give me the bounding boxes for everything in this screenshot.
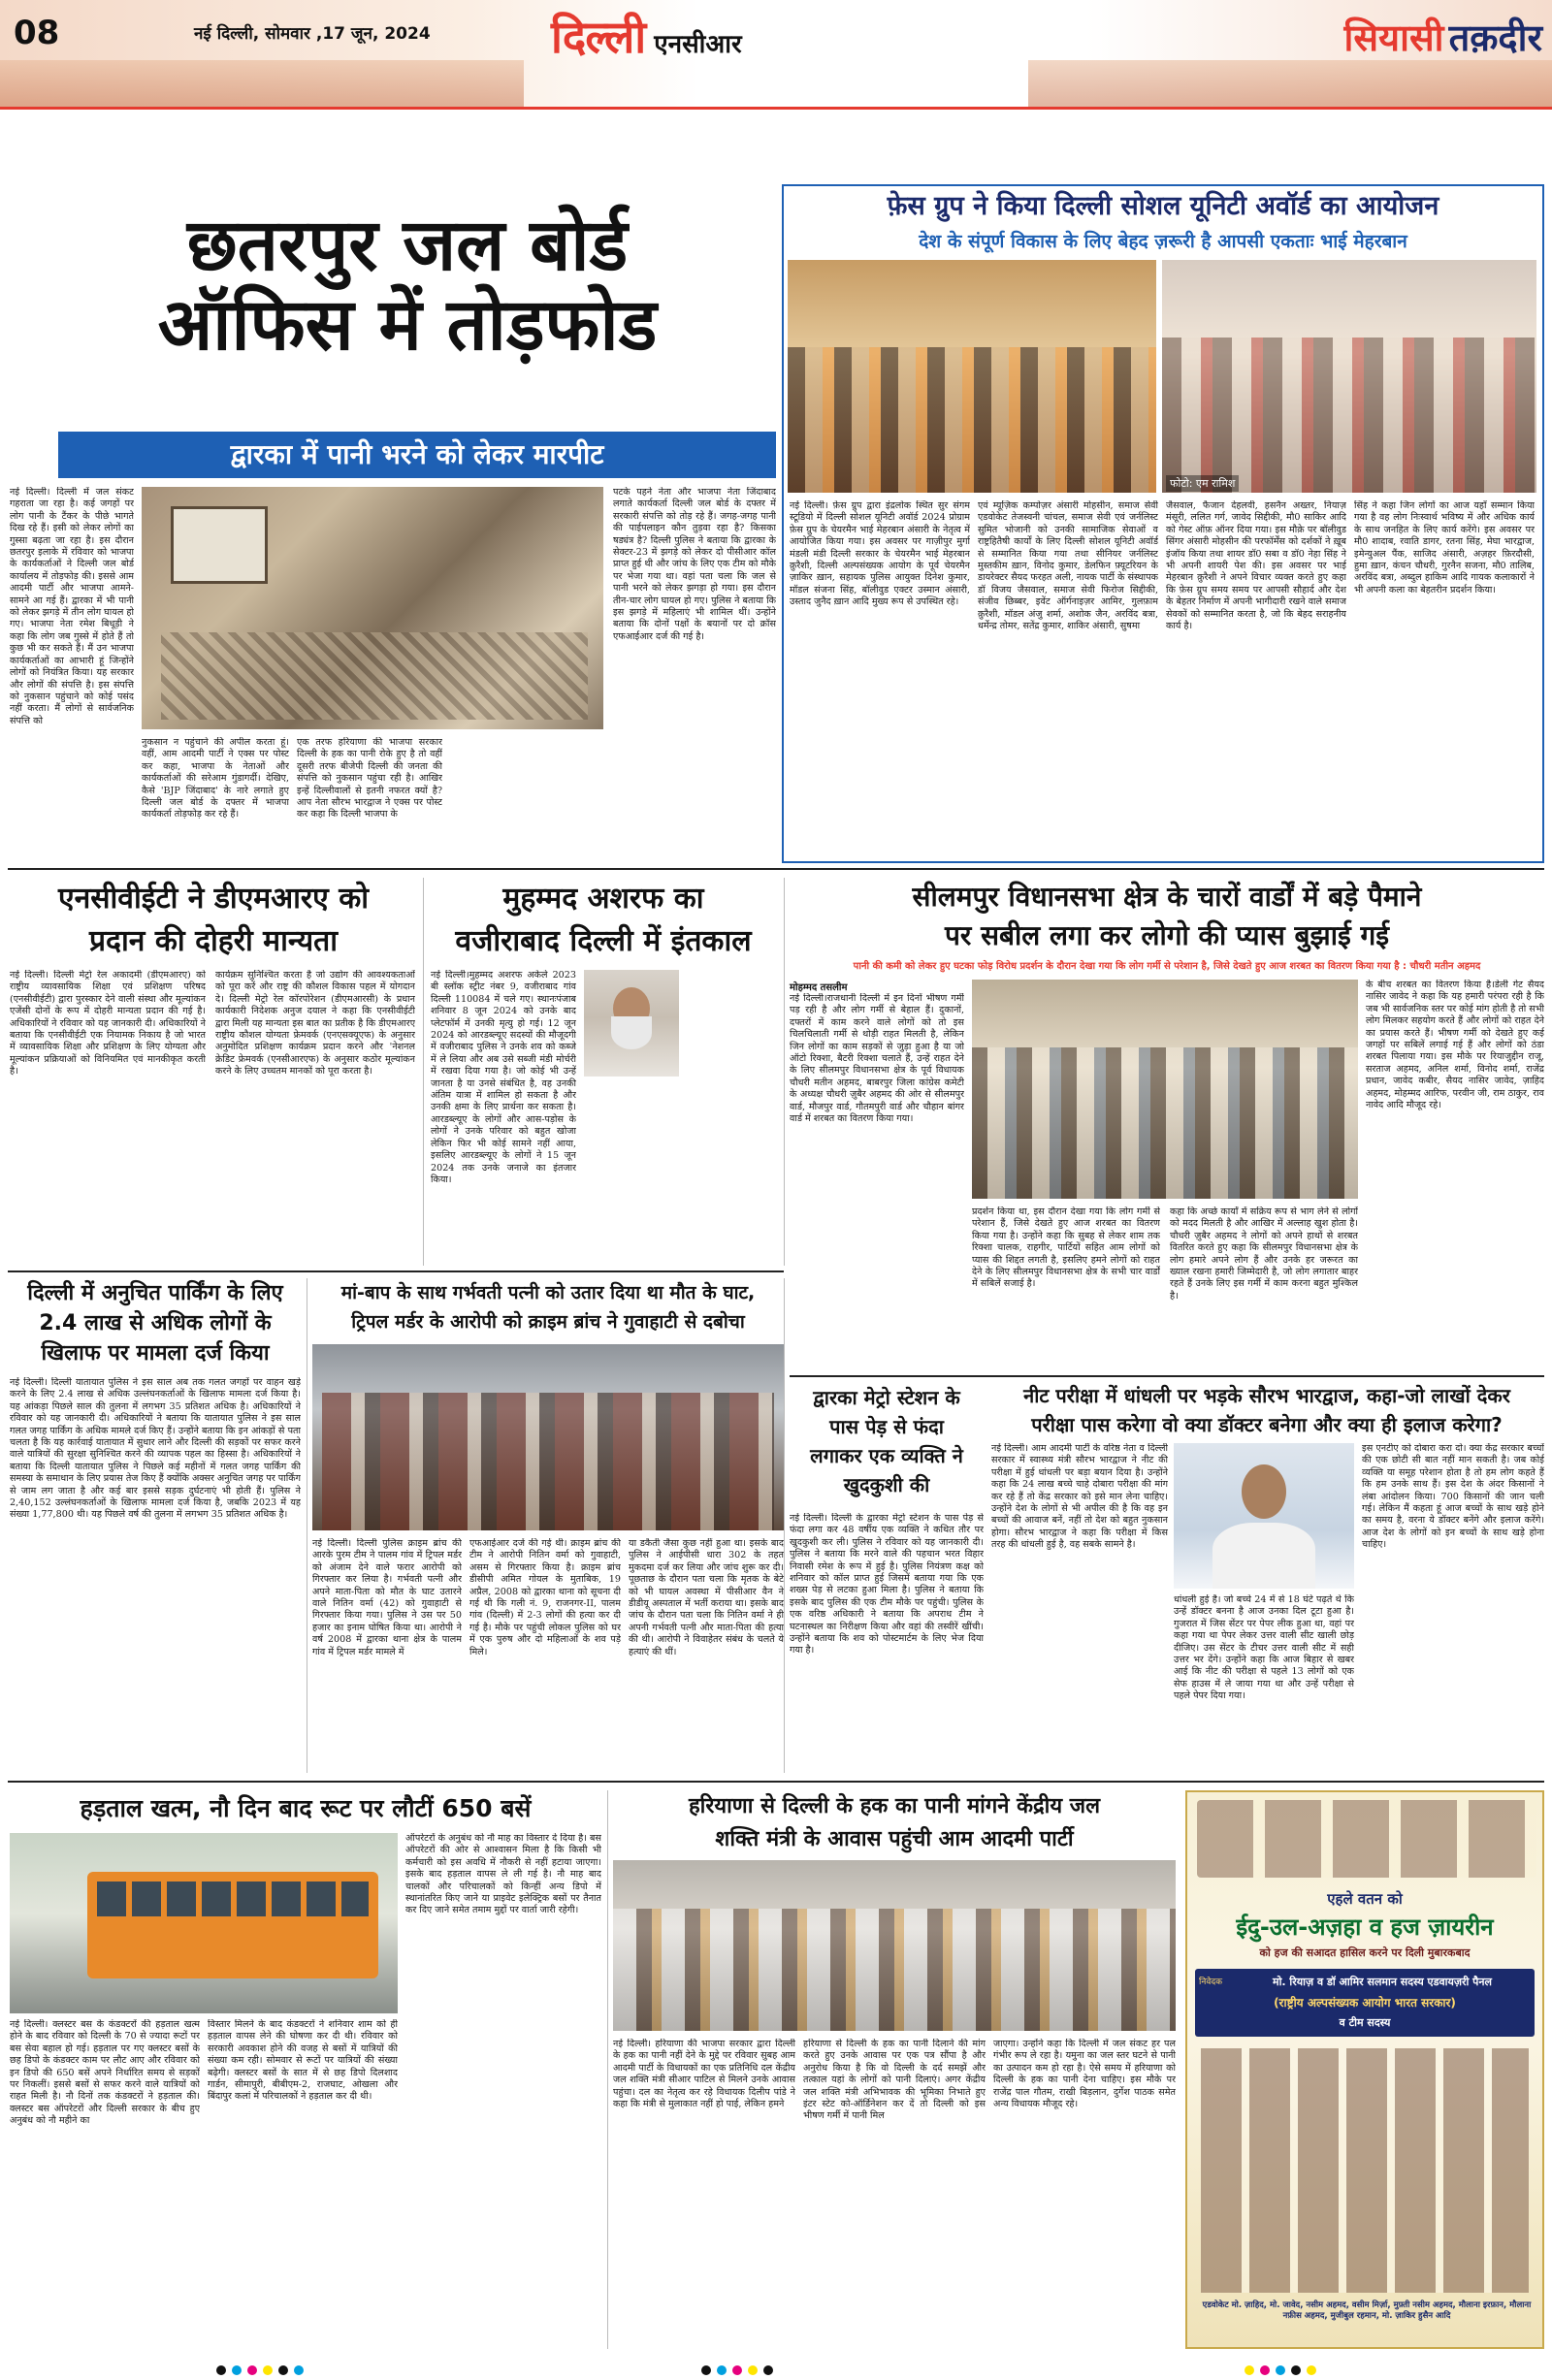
story1-headline-line1: छतरपुर जल बोर्ड (186, 204, 629, 287)
masthead-rule (0, 107, 1552, 110)
monument-strip-right (1028, 60, 1552, 107)
story4-headline (429, 878, 778, 963)
story8-headline-line4: खुदकुशी की (843, 1473, 930, 1496)
reg-center (698, 2361, 776, 2379)
eid-advertisement (1185, 1790, 1544, 2349)
ad-line2: ईदु-उल-अज़हा व हज ज़ायरीन (1236, 1914, 1494, 1941)
story1-col3: एक तरफ हरियाणा की भाजपा सरकार दिल्ली के हक का पानी रोके हुए है तो वहीं दूसरी तरफ बीजेपी दिल्ली की जनता की संपत्ति को नुकसान पहुंचा रही है। आखिर इन्हें दिल्लीवालों से इतनी नफरत क्यों है? आप नेता सौरभ भारद्वाज ने एक्स पर पोस्ट कर कहा कि दिल्ली भाजपा के (297, 737, 442, 820)
story1-strap (58, 432, 776, 478)
edition-date: नई दिल्ली, सोमवार ,17 जून, 2024 (194, 24, 431, 44)
story7-photo (312, 1344, 784, 1530)
paper-name-suffix: एनसीआर (654, 30, 742, 59)
story1-col4-lower (452, 737, 603, 859)
story8-headline (790, 1383, 984, 1499)
story1-photo (142, 487, 603, 729)
story3-col1: नई दिल्ली। दिल्ली मेट्रो रेल अकादमी (डीएमआरए) को राष्ट्रीय व्यावसायिक शिक्षा एवं प्रशिक्षण परिषद (एनसीवीईटी) द्वारा पुरस्कार देने वाली संस्था और मूल्यांकन एजेंसी दोनों के रूप में दोहरी मान्यता प्रदान की गई है। अधिकारियों ने रविवार को यह जानकारी दी। अधिकारियों ने बताया कि एनसीवीईटी एक नियामक निकाय है जो भारत में व्यावसायिक शिक्षा और प्रशिक्षण के लिए योग्यता और मूल्यांकन प्रक्रियाओं को विनियमित एवं मानकीकृत करती है। (10, 970, 206, 1077)
vrule-story7 (784, 1278, 785, 1773)
story1-headline-line2: ऑफिस में तोड़फोड (157, 283, 658, 367)
photo-people-row (788, 347, 1156, 493)
story9-headline-line2: परीक्षा पास करेगा वो क्या डॉक्टर बनेगा और क्या ही इलाज करेगा? (1031, 1413, 1503, 1436)
section-word-2: तक़दीर (1448, 16, 1542, 59)
story1-col4: पटके पहने नेता और भाजपा नेता जिंदाबाद लगाते कार्यकर्ता दिल्ली जल बोर्ड के दफ्तर में सरकारी संपत्ति को तोड़ रहे हैं। जगह-जगह पानी की पाईपलाइन कौन तुड़वा रहा है? किसका षड्यंत्र है? दिल्ली पुलिस ने बताया कि द्वारका के सेक्टर-23 में झगड़े को लेकर दो पीसीआर कॉल प्राप्त हुई थी और जांच के लिए एक टीम को मौके पर भेजा गया था। वहां पता चला कि जल से पानी भरने को लेकर झगड़ा हो गया। इस दौरान तीन-चार लोग घायल हो गए। पुलिस ने बताया कि इस झगड़े में महिलाएं भी शामिल थीं। उन्होंने बताया कि दोनों पक्षों के बयानों पर दो क्रॉस एफआईआर दर्ज की गई है। (613, 487, 776, 642)
story2-photo-credit: फोटो: एम रामिश (1166, 475, 1239, 492)
story11-col3: जाएगा। उन्होंने कहा कि दिल्ली में जल संकट हर पल गंभीर रूप ले रहा है। यमुना का जल स्तर घटने से पानी का उत्पादन कम हो रहा है। ऐसे समय में हरियाणा को दिल्ली के हक का पानी देना चाहिए। इस मौके पर राजेंद्र पाल गौतम, राखी बिड़लान, दुर्गेश पाठक समेत अन्य विधायक मौजूद रहे। (993, 2039, 1176, 2110)
story9-col1: नई दिल्ली। आम आदमी पार्टी के वरिष्ठ नेता व दिल्ली सरकार में स्वास्थ्य मंत्री सौरभ भारद्वाज ने नीट की परीक्षा में हुई धांधली पर बड़ा बयान दिया है। उन्होंने कहा कि 24 लाख बच्चे चाहे दोबारा परीक्षा की मांग कर रहे हैं तो केंद्र सरकार को इसे मान लेना चाहिए। उन्होंने देश के लोगों से भी अपील की है कि वह इन बच्चों की आवाज बनें, नहीं तो देश को बहुत नुकसान होगा। सौरभ भारद्वाज ने कहा कि परीक्षा में किस तरह की धांधली हुई है, वह सबके सामने है। (991, 1443, 1168, 1551)
story4-headline-line1: मुहम्मद अशरफ का (502, 882, 704, 916)
portrait-head (1242, 1464, 1286, 1519)
vrule-story4 (784, 878, 785, 1266)
story11-headline (613, 1790, 1176, 1856)
story8-headline-line3: लगाकर एक व्यक्ति ने (810, 1444, 963, 1467)
photo-window (171, 506, 268, 584)
story5-strap-text: पानी की कमी को लेकर हुए घटका फोड़ विरोध प्रदर्शन के दौरान देखा गया कि लोग गर्मी से परेशान है, जिसे देखते हुए आज शरबत का वितरण किया गया है : चौधरी मतीन अहमद (853, 961, 1481, 972)
story2-photo-right (1162, 260, 1536, 493)
story10-col2: विस्तार मिलने के बाद कंडक्टरों ने शनिवार शाम को ही हड़ताल वापस लेने की घोषणा कर दी थी। रविवार को सरकारी अवकाश होने की वजह से बसों में यात्रियों की संख्या कम रही। सोमवार से रूटों पर यात्रियों की संख्या बढ़ेगी। क्लस्टर बसों के सात में से छह डिपो दिलशाद गार्डन, सीमापुरी, बीबीएम-2, राजघाट, ओखला और बिंदापुर कलां में परिचालकों ने हड़ताल कर दी थी। (208, 2019, 398, 2103)
story2-col3: जैसवाल, फैजान देहलवी, हसनैन अख्तर, नियाज़ मंसूरी, ललित गर्ग, जावेद सिद्दीकी, मौ0 साकिर आदि को गेस्ट ऑफ़ ऑनर दिया गया। इस मौक़े पर बॉलीवुड सिंगर अंसारी मोहसीन की परफॉर्मेंस को दर्शकों ने ख़ूब इंजॉय किया तथा शायर डॉ0 सबा व डॉ0 नेहा सिंह ने भी अपनी शायरी पेश की। इस अवसर पर भाई मेहरबान क़ुरैशी ने अपने विचार व्यक्त करते हुए कहा कि फ़ेस ग्रुप समय समय पर आपसी सौहार्द और देश के बेहतर निर्माण में अपनी भागीदारी रखने वाले समाज सेवकों को सम्मानित करता है, जो कि बेहद सराहनीय कार्य है। (1166, 500, 1346, 632)
story5-photo (972, 980, 1358, 1199)
story4-headline-line2: वजीराबाद दिल्ली में इंतकाल (455, 924, 752, 958)
story3-headline-line1: एनसीवीईटी ने डीएमआरए को (57, 882, 370, 916)
ad-team: व टीम सदस्य (1339, 2016, 1391, 2029)
story9-col2: धांधली हुई है। जो बच्चे 24 में से 18 घंटे पढ़ते थे कि उन्हें डॉक्टर बनना है आज उनका दिल टूटा हुआ है। गुजरात में जिस सेंटर पर पेपर लीक हुआ था, वहां पर कहा गया था पेपर लेकर उत्तर वाली सीट खाली छोड़ दीजिए। उस सेंटर के टीचर उत्तर वाली सीट में सही उत्तर भर देंगे। उन्होंने कहा कि आज बिहार से खबर आई कि नीट की परीक्षा से पहले 13 लोगों को एक सेफ हाउस में ले जाया गया था और उन्हें परीक्षा से पहले पेपर दिया गया। (1174, 1594, 1354, 1702)
story7-headline-line2: ट्रिपल मर्डर के आरोपी को क्राइम ब्रांच ने गुवाहाटी से दबोचा (351, 1311, 745, 1333)
story4-text: नई दिल्ली।मुहम्मद अशरफ अकेले 2023 बी स्लॉक स्ट्रीट नंबर 9, वजीराबाद गांव दिल्ली 110084 में चले गए। स्थानःपंजाब शनिवार 8 जून 2024 को उनके बाद प्लेटफॉर्म में उनकी मृत्यु हो गई। 12 जून 2024 को आरडब्ल्यूए सदस्यों की मौजूदगी में वजीराबाद पुलिस ने उनके शव को कब्जे में ले लिया और अब उसे सब्जी मंडी मोर्चरी में रखवा दिया गया है। जो कोई भी उन्हें जानता है या उनसे संबंधित है, वह उनकी अंतिम यात्रा में शामिल हो सकता है और उनकी क्षमा के लिए प्रार्थना कर सकता है। आरडब्ल्यूए के लोगों और आस-पड़ोस के लोगों ने उनके परिवार को बहुत खोजा लेकिन फिर भी कोई सामने नहीं आया, इसलिए आरडब्ल्यूए के लोगों ने 15 जून 2024 तक उनके जनाजे का इंतजार किया। (431, 970, 576, 1185)
story1-strap-text: द्वारका में पानी भरने को लेकर मारपीट (230, 438, 604, 470)
story1-headline (58, 206, 757, 365)
photo-crowd (972, 1047, 1358, 1199)
story7-col1: नई दिल्ली। दिल्ली पुलिस क्राइम ब्रांच की आरके पुरम टीम ने पालम गांव में ट्रिपल मर्डर को अंजाम देने वाले फरार आरोपी को गिरफ्तार कर लिया है। गर्भवती पत्नी और अपने माता-पिता को मौत के घाट उतारने वाले नितिन वर्मा (42) को गुवाहाटी से गिरफ्तार किया गया। पुलिस ने उस पर 50 हजार का इनाम घोषित किया था। आरोपी ने वर्ष 2008 में द्वारका थाना क्षेत्र के पालम गांव में ट्रिपल मर्डर मामले में (312, 1538, 462, 1657)
story10-col1: नई दिल्ली। क्लस्टर बस के कंडक्टरों की हड़ताल खत्म होने के बाद रविवार को दिल्ली के 70 से ज्यादा रूटों पर बस सेवा बहाल हो गई। हड़ताल पर गए क्लस्टर बसों के छह डिपो के कंडक्टर काम पर लौट आए और रविवार को इन डिपो की 650 बसें अपने निर्धारित समय से सड़कों पर निकलीं। इससे बसों से सफर करने वाले यात्रियों को राहत मिली है। नौ दिनों तक कंडक्टरों ने हड़ताल की। क्लस्टर बस ऑपरेटरों और दिल्ली सरकार के बीच हुए अनुबंध को नौ महीने का (10, 2019, 200, 2127)
story4-text-cont (683, 970, 778, 1077)
photo-people-row-2 (1162, 338, 1536, 493)
paper-name-word: दिल्ली (551, 11, 646, 63)
story7-headline (312, 1278, 784, 1336)
story2-col1: नई दिल्ली। फ़ेस ग्रुप द्वारा इंद्रलोक स्थित सुर संगम स्टूडियो में दिल्ली सोशल यूनिटी अवॉर्ड 2024 प्रोग्राम फ़ेस ग्रुप के चेयरमैन भाई मेहरबान अंसारी के नेतृत्व में आयोजित किया गया। इस अवसर पर गाज़ीपुर मुर्गा मंडली मंडी दिल्ली सरकार के चेयरमैन भाई मेहरबान क़ुरैशी, दिल्ली अल्पसंख्यक आयोग के पूर्व चेयरमैन ज़ाकिर ख़ान, सहायक पुलिस आयुक्त दिनेश कुमार, मॉडल संजना सिंह, बॉलीवुड एक्टर उस्मान अंसारी, उस्ताद जुनैद ख़ान आदि मुख्य रूप से उपस्थित रहे। (790, 500, 970, 608)
story4-photo (584, 970, 679, 1077)
story9-col3: इस एनटीए को दोबारा करा दो। क्या केंद्र सरकार बच्चों की एक छोटी सी बात नहीं मान सकती है। जब कोई व्यक्ति या समूह परेशान होता है तो हम लोग कहते हैं कि हम उनके साथ हैं। इस देश के अंदर किसानों ने लंबा आंदोलन किया। 700 किसानों की जान चली गई। लेकिन मैं कहता हूं आज बच्चों के साथ खड़े होने का समय है, वरना ये डॉक्टर बनेंगे और इलाज करेंगे। आज देश के लोगों को इन बच्चों के साथ खड़े होना चाहिए। (1362, 1443, 1544, 1551)
story5-col3: कहा कि अच्छे कार्यों में सक्रिय रूप से भाग लेने से लोगों को मदद मिलती है और आखिर में अल्लाह खुश होता है। चौधरी ज़ुबैर अहमद ने लोगों को अपने हाथों से शरबत वितरित करते हुए कहा कि सीलमपुर विधानसभा क्षेत्र के लोग हमारे अपने लोग हैं और उनके हर जरूरत का ख्याल रखना हमारी जिम्मेदारी है, जो लोग लगातार बाहर रहते हैं उनके लिए इस गर्मी में काम करना बहुत मुश्किल है। (1170, 1206, 1358, 1302)
section-title (1203, 12, 1542, 62)
ad-portraits-top (1197, 1800, 1536, 1878)
portrait-beard (611, 1016, 652, 1049)
story10-col3: ऑपरेटरों के अनुबंध को नौ माह का विस्तार दे दिया है। बस ऑपरेटरों की ओर से आश्वासन मिला है कि किसी भी कर्मचारी को इस अवधि में नौकरी से नहीं हटाया जाएगा। इसके बाद हड़ताल वापस ले ली गई है। नौ माह बाद चालकों और परिचालकों को किन्हीं अन्य डिपो में स्थानांतरित किए जाने या प्राइवेट इलेक्ट्रिक बसों पर तैनात कर दिए जाने समेत तमाम मुद्दों पर वार्ता जारी रहेगी। (405, 1833, 601, 1916)
story8-headline-line2: पास पेड़ से फंदा (829, 1415, 944, 1438)
story9-headline (989, 1381, 1544, 1439)
photo-debris (161, 632, 588, 720)
ad-body: (राष्ट्रीय अल्पसंख्यक आयोग भारत सरकार) (1274, 1996, 1456, 2010)
ad-line1: एहले वतन को (1327, 1890, 1403, 1908)
ad-side-label: निवेदक (1199, 1978, 1223, 1987)
story3-headline (10, 878, 417, 963)
portrait-body (1212, 1523, 1315, 1589)
story9-photo (1174, 1443, 1354, 1589)
section-word-1: सियासी (1343, 16, 1444, 59)
photo-police-team (322, 1393, 774, 1530)
reg-right (1242, 2361, 1319, 2379)
story2-col4: सिंह ने कहा जिन लोगों का आज यहाँ सम्मान किया गया है वह लोग निःस्वार्थ भविष्य में और अधिक कार्य के साथ जनहित के लिए कार्य करेंगे। इस अवसर पर मौ0 शादाब, रवाति डागर, रतना सिंह, मेघा भारद्वाज, इमेन्युअल पैंक, साजिद अंसारी, अज़हर फ़िरदौसी, हुमा ख़ान, कंचन चौधरी, गुरनैन सजना, मौ0 तालिब, अरविंद बत्रा, अब्दुल हाकिम आदि गायक कलाकारों ने भी अपनी कला का बेहतरीन प्रदर्शन किया। (1354, 500, 1535, 595)
story10-photo (10, 1833, 398, 2013)
story10-headline: हड़ताल खत्म, नौ दिन बाद रूट पर लौटीं 650 बसें (80, 1794, 532, 1822)
story7-col3: या डकैती जैसा कुछ नहीं हुआ था। इसके बाद पुलिस ने आईपीसी धारा 302 के तहत मुकदमा दर्ज कर लिया और जांच शुरू कर दी। पूछताछ के दौरान पता चला कि मृतक के बेटे को भी घायल अवस्था में पीसीआर वैन ने डीडीयू अस्पताल में भर्ती कराया था। इसके बाद जांच के दौरान पता चला कि नितिन वर्मा ने ही अपनी गर्भवती पत्नी और माता-पिता की हत्या की थी। आरोपी ने विवाहेतर संबंध के चलते ये हत्याएं की थीं। (629, 1538, 784, 1657)
vrule-story3 (423, 878, 424, 1266)
story5-byline: मोहम्मद तसलीम (790, 982, 848, 993)
story6-headline-line1: दिल्ली में अनुचित पार्किंग के लिए (27, 1281, 283, 1305)
story8-headline-line1: द्वारका मेट्रो स्टेशन के (813, 1386, 960, 1409)
ad-portrait-grid (1201, 2048, 1529, 2293)
story3-col2: कार्यक्रम सुनिश्चित करता है जो उद्योग की आवश्यकताओं को पूरा करें और राष्ट्र की कौशल विकास पहल में योगदान दे। दिल्ली मेट्रो रेल कॉरपोरेशन (डीएमआरसी) के प्रधान कार्यकारी निदेशक अनुज दयाल ने कहा कि एनसीवीईटी द्वारा मिली यह मान्यता इस बात का प्रतीक है कि डीएमआरए राष्ट्रीय कौशल योग्यता फ्रेमवर्क (एनएसक्यूएफ) के अनुसार अनुमोदित प्रशिक्षण कार्यक्रम प्रदान करने और 'नेशनल क्रेडिट फ्रेमवर्क (एनसीआरएफ) के अनुसार कठोर मूल्यांकन करने के लिए उच्चतम मानकों को पूरा करता है। (215, 970, 415, 1077)
rule-row2-left (8, 1270, 784, 1272)
story2-headline: फ़ेस ग्रुप ने किया दिल्ली सोशल यूनिटी अवॉर्ड का आयोजन (887, 191, 1439, 221)
vrule-story10 (607, 1790, 608, 2349)
story8-text: नई दिल्ली। दिल्ली के द्वारका मेट्रो स्टेशन के पास पेड़ से फंदा लगा कर 48 वर्षीय एक व्यक्ति ने कथित तौर पर खुदकुशी कर ली। पुलिस ने रविवार को यह जानकारी दी। पुलिस ने बताया कि मरने वाले की पहचान भरत विहार निवासी रमेश के रूप में हुई है। पुलिस नियंत्रण कक्ष को शनिवार को कॉल प्राप्त हुई जिसमें बताया गया कि एक शख्स पेड़ से लटका हुआ मिला है। पुलिस ने बताया कि इसके बाद पुलिस की एक टीम मौके पर पहुंची। पुलिस के एक वरिष्ठ अधिकारी ने बताया कि अपराध टीम ने घटनास्थल का निरीक्षण किया और वहां की तस्वीरें खींची। उन्होंने बताया कि शव को पोस्टमार्टम के लिए भेज दिया गया है। (790, 1513, 984, 1656)
story7-headline-line1: मां-बाप के साथ गर्भवती पत्नी को उतार दिया था मौत के घाट, (340, 1282, 756, 1303)
story5-col1: नई दिल्ली।राजधानी दिल्ली में इन दिनों भीषण गर्मी पड़ रही है और लोग गर्मी से बेहाल हैं। दुकानों, दफ्तरों में काम करने वाले लोगों को तो इस चिलचिलाती गर्मी से थोड़ी राहत मिलती है, लेकिन जिन लोगों का काम सड़कों से जुड़ा हुआ है या जो ऑटो रिक्शा, बैटरी रिक्शा चलाते हैं, उन्हें राहत देने के लिए सीलमपुर विधानसभा क्षेत्र के पूर्व विधायक चौधरी मतीन अहमद, बाबरपुर जिला कांग्रेस कमेटी के अध्यक्ष चौधरी ज़ुबैर अहमद की ओर से सीलमपुर वार्ड, मौजपुर वार्ड, गौतमपुरी वार्ड और चौहान बांगर वार्ड में शरबत का वितरण किया गया। (790, 993, 964, 1125)
story9-headline-line1: नीट परीक्षा में धांधली पर भड़के सौरभ भारद्वाज, कहा-जो लाखों देकर (1023, 1384, 1510, 1407)
story11-photo (613, 1860, 1176, 2031)
paper-name (551, 6, 852, 63)
story5-strap (790, 958, 1544, 976)
story1-col1: नई दिल्ली। दिल्ली में जल संकट गहराता जा रहा है। कई जगहों पर लोग पानी के टैंकर के पीछे भागते दिख रहे हैं। इसी को लेकर लोगों का गुस्सा बढ़ता जा रहा है। इस दौरान छतरपुर इलाके में रविवार को भाजपा के कार्यकर्ताओं ने दिल्ली जल बोर्ड कार्यालय में तोड़फोड़ की। इससे आम आदमी पार्टी और भाजपा आमने-सामने आ गई हैं। द्वारका में भी पानी को लेकर झगड़े में तीन लोग घायल हो गए। भाजपा नेता रमेश बिधूड़ी ने कहा कि लोग जब गुस्से में होते हैं तो कुछ भी कर सकते हैं। मैं उन भाजपा कार्यकर्ताओं का आभारी हूं जिन्होंने लोगों को नियंत्रित किया। यह सरकार और लोगों की संपत्ति है। इस संपत्ति को नुकसान पहुंचाने को कोई पसंद नहीं करता। मैं लोगों से सार्वजनिक संपत्ति को (10, 487, 134, 726)
masthead (0, 0, 1552, 107)
ad-line3: को हज की सआदत हासिल करने पर दिली मुबारकबाद (1259, 1946, 1471, 1959)
monument-strip-left (0, 60, 524, 107)
story6-headline-line2: 2.4 लाख से अधिक लोगों के (39, 1311, 272, 1335)
story6-headline (10, 1278, 301, 1368)
rule-row1 (8, 868, 1544, 870)
story6-headline-line3: खिलाफ पर मामला दर्ज किया (41, 1341, 270, 1366)
ad-footer: एडवोकेट मो. ज़ाहिद, मो. जावेद, नसीम अहमद, वसीम मिर्ज़ा, मुफ़्ती नसीम अहमद, मौलाना इरफ़ान, मौलाना नफ़ीस अहमद, मुजीबुल रहमान, मो. ज़ाकिर हुसैन आदि (1202, 2300, 1532, 2321)
story5-headline-line2: पर सबील लगा कर लोगो की प्यास बुझाई गई (945, 919, 1389, 951)
photo-bus (87, 1872, 378, 1978)
story2-photo-left (788, 260, 1156, 493)
story2-col2: एवं म्यूज़िक कम्पोज़र अंसारी मोहसीन, समाज सेवी एडवोकेट तेजस्वनी चांचल, समाज सेवी एवं जर्नलिस्ट सुमित भोजानी को उनकी सामाजिक सेवाओं व राष्ट्रहितैषी कार्यों के लिए दिल्ली सोशल यूनिटी अवॉर्ड से सम्मानित किया गया तथा सीनियर जर्नलिस्ट मुस्तकीम ख़ान, विनोद कुमार, डेलफिन फ़्यूटरियन के डायरेक्टर सैयद फरहत अली, नायक पार्टी के संस्थापक डॉ विजय जैसवाल, समाज सेवी फिरोज सिद्दीकी, संजीव छिब्बर, इवेंट ऑर्गनाइज़र आमिर, गुलफ़ाम क़ुरैशी, मॉडल अंजु शर्मा, अशोक जैन, अरविंद बत्रा, धर्मेन्द्र तोमर, सतेंद्र कुमार, शाकिर अंसारी, सुषमा (978, 500, 1158, 632)
ad-sender: मो. रियाज़ व डॉ आमिर सलमान सदस्य एडवायज़री पैनल (1273, 1976, 1492, 1988)
rule-row3 (8, 1781, 1544, 1783)
story5-col2: प्रदर्शन किया था, इस दौरान देखा गया कि लोग गर्मी से परेशान हैं, जिसे देखते हुए आज शरबत का वितरण किया गया है। उन्होंने कहा कि सुबह से लेकर शाम तक रिक्शा चालक, राहगीर, पार्टियों सहित आम लोगों को प्यास की शिद्दत लगती है, इसलिए हमने लोगों को राहत देने के लिए सीलमपुर विधानसभा क्षेत्र के सभी चार वार्डों में सबिलें सजाई है। (972, 1206, 1160, 1290)
story11-col1: नई दिल्ली। हरियाणा की भाजपा सरकार द्वारा दिल्ली के हक का पानी नहीं देने के मुद्दे पर रविवार सुबह आम आदमी पार्टी के विधायकों का एक प्रतिनिधि दल केंद्रीय जल शक्ति मंत्री सीआर पाटिल से मिलने उनके आवास पहुंचा। दल का नेतृत्व कर रहे विधायक दिलीप पांडे ने कहा कि मंत्री से मुलाकात नहीं हो पाई, लेकिन हमने (613, 2039, 795, 2110)
rule-row2-right (790, 1375, 1544, 1377)
story6-text: नई दिल्ली। दिल्ली यातायात पुलिस ने इस साल अब तक गलत जगहों पर वाहन खड़े करने के लिए 2.4 लाख से अधिक उल्लंघनकर्ताओं के खिलाफ मामला दर्ज किया है। यह आंकड़ा पिछले साल की तुलना में लगभग 35 प्रतिशत अधिक है। अधिकारियों ने रविवार को यह जानकारी दी। अधिकारियों ने बताया कि यातायात पुलिस ने इस साल गलत जगह पार्किंग के अधिक मामले दर्ज किए हैं। उन्होंने बताया कि इन आंकड़ों से पता चलता है कि यह कार्रवाई यातायात में सुधार लाने और दिल्ली की सड़कों पर सफर करने वाले यात्रियों की सुरक्षा सुनिश्चित करने की व्यापक पहल का हिस्सा है। अधिकारियों ने बताया कि दिल्ली यातायात पुलिस ने पिछले कई महीनों में गलत जगह पार्किंग की समस्या के समाधान के लिए प्रयास तेज किए हैं क्योंकि अक्सर अनुचित जगह पर पार्किंग से जाम लग जाता है और कई बार इससे सड़क दुर्घटनाएं भी होती हैं। पुलिस ने 2,40,152 उल्लंघनकर्ताओं के खिलाफ मामला दर्ज किया है, जबकि 2023 में यह संख्या 1,77,800 थी। यह पिछले वर्ष की तुलना में लगभग 35 प्रतिशत अधिक है। (10, 1377, 301, 1521)
story1-col2: नुकसान न पहुंचाने की अपील करता हूं। वहीं, आम आदमी पार्टी ने एक्स पर पोस्ट कर कहा, भाजपा के नेताओं और कार्यकर्ताओं की सरेआम गुंडागर्दी। देखिए, कैसे 'BJP जिंदाबाद' के नारे लगाते हुए दिल्ली जल बोर्ड के दफ्तर में भाजपा कार्यकर्ता तोड़फोड़ कर रहे हैं। (142, 737, 289, 820)
ad-sender-band (1195, 1969, 1535, 2037)
story5-headline-line1: सीलमपुर विधानसभा क्षेत्र के चारों वार्डों में बड़े पैमाने (912, 881, 1422, 913)
photo-aap-group (613, 1909, 1176, 2031)
story11-headline-line1: हरियाणा से दिल्ली के हक का पानी मांगने केंद्रीय जल (688, 1794, 1101, 1818)
story2-subhead: देश के संपूर्ण विकास के लिए बेहद ज़रूरी है आपसी एकताः भाई मेहरबान (919, 231, 1407, 252)
story5-col4: के बीच शरबत का वितरण किया है।डेली गेट सैयद नासिर जावेद ने कहा कि यह हमारी परंपरा रही है कि जब भी सार्वजनिक स्तर पर कोई मांग होती है तो सभी लोग मिलकर सहयोग करते हैं और लोगों को राहत देने का प्रयास करते हैं। भीषण गर्मी को देखते हुए कई जगहों पर सबिलें लगाई गई हैं और लोगों को ठंडा शरबत पिलाया गया। इस मौके पर रियाजुद्दीन राजू, सरताज अहमद, अनिल शर्मा, विनोद शर्मा, राजेंद्र प्रधान, जावेद कबीर, सैयद नासिर जावेद, ज़ाहिद अहमद, मोहम्मद आरिफ, परवीन जी, राम ठाकुर, राव नावेद आदि मौजूद रहे। (1366, 980, 1544, 1111)
registration-marks (0, 2359, 1552, 2376)
page-number: 08 (14, 14, 60, 52)
bus-windows (97, 1881, 369, 1916)
story3-headline-line2: प्रदान की दोहरी मान्यता (88, 924, 339, 958)
reg-left (213, 2361, 307, 2379)
story5-headline (790, 878, 1544, 955)
story11-headline-line2: शक्ति मंत्री के आवास पहुंची आम आदमी पार्टी (715, 1827, 1074, 1851)
story7-col2: एफआईआर दर्ज की गई थी। क्राइम ब्रांच की टीम ने आरोपी नितिन वर्मा को गुवाहाटी, असम से गिरफ्तार किया है। क्राइम ब्रांच डीसीपी अमित गोयल के मुताबिक, 19 अप्रैल, 2008 को द्वारका थाना को सूचना दी गई थी कि गली नं. 9, राजनगर-II, पालम गांव (दिल्ली) में 2-3 लोगों की हत्या कर दी गई है। मौके पर पहुंची लोकल पुलिस को घर में एक पुरुष और दो महिलाओं के शव पड़े मिले। (469, 1538, 621, 1657)
story11-col2: हरियाणा से दिल्ली के हक का पानी दिलाने की मांग करते हुए उनके आवास पर एक पत्र सौंपा है और अनुरोध किया है कि वो दिल्ली के दर्द समझें और तत्काल यहां के लोगों को पानी दिलाएं। अगर केंद्रीय जल शक्ति मंत्री अभिभावक की भूमिका निभाते हुए इंटर स्टेट को-ऑर्डिनेशन कर दें तो दिल्ली को इस भीषण गर्मी में पानी मिल (803, 2039, 986, 2122)
